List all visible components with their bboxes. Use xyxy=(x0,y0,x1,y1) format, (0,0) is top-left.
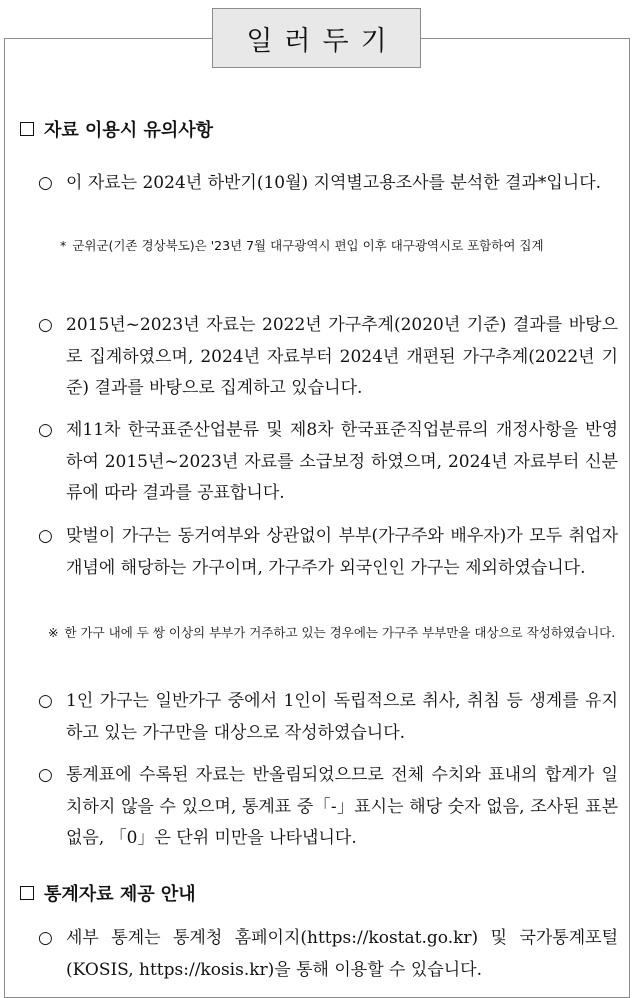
list-item-text: 세부 통계는 통계청 홈페이지(https://kostat.go.kr) 및 국가통계포털(KOSIS, https://kosis.kr)을 통해 이용할 수 있습니다. xyxy=(66,928,618,980)
section-heading-label: 통계자료 제공 안내 xyxy=(44,884,196,905)
list-item xyxy=(38,521,618,584)
list-item xyxy=(38,168,618,200)
list-item-text: 통계표에 수록된 자료는 반올림되었으므로 전체 수치와 표내의 합계가 일치하지 않을 수 있으며, 통계표 중「-」표시는 해당 숫자 없음, 조사된 표본 없음, 「0」은 단위 미만을 나타냅니다. xyxy=(66,765,618,848)
checkbox-square-icon xyxy=(20,122,34,136)
circle-bullet-icon: ○ xyxy=(38,315,53,335)
circle-bullet-icon: ○ xyxy=(38,173,53,193)
list-item xyxy=(38,923,618,986)
page-title: 일러두기 xyxy=(212,8,421,68)
footnote-text: 군위군(기존 경상북도)은 '23년 7월 대구광역시 편입 이후 대구광역시로 포함하여 집계 xyxy=(72,238,544,253)
circle-bullet-icon: ○ xyxy=(38,691,53,711)
footnote-mark: ※ xyxy=(48,625,59,640)
list-item xyxy=(38,686,618,749)
list-item xyxy=(38,415,618,510)
section-heading-usage-notes xyxy=(20,116,213,142)
section-heading-label: 자료 이용시 유의사항 xyxy=(44,120,214,141)
footnote xyxy=(48,620,616,645)
circle-bullet-icon: ○ xyxy=(38,928,53,948)
circle-bullet-icon: ○ xyxy=(38,765,53,785)
list-item-text: 1인 가구는 일반가구 중에서 1인이 독립적으로 취사, 취침 등 생계를 유지하고 있는 가구만을 대상으로 작성하였습니다. xyxy=(66,691,618,743)
circle-bullet-icon: ○ xyxy=(38,526,53,546)
list-item-text: 이 자료는 2024년 하반기(10월) 지역별고용조사를 분석한 결과*입니다. xyxy=(66,173,602,193)
footnote xyxy=(60,233,616,258)
list-item-text: 제11차 한국표준산업분류 및 제8차 한국표준직업분류의 개정사항을 반영하여 2015년~2023년 자료를 소급보정 하였으며, 2024년 자료부터 신분류에 따라 결과를 공표합니다. xyxy=(66,420,618,503)
list-item xyxy=(38,760,618,855)
list-item-text: 맞벌이 가구는 동거여부와 상관없이 부부(가구주와 배우자)가 모두 취업자 개념에 해당하는 가구이며, 가구주가 외국인인 가구는 제외하였습니다. xyxy=(66,526,618,578)
list-item-text: 2015년~2023년 자료는 2022년 가구추계(2020년 기준) 결과를 바탕으로 집계하였으며, 2024년 자료부터 2024년 개편된 가구추계(2022년 기준) 결과를 바탕으로 집계하고 있습니다. xyxy=(66,315,618,398)
footnote-text: 한 가구 내에 두 쌍 이상의 부부가 거주하고 있는 경우에는 가구주 부부만을 대상으로 작성하였습니다. xyxy=(64,625,616,640)
circle-bullet-icon: ○ xyxy=(38,420,53,440)
footnote-mark: * xyxy=(60,238,67,253)
checkbox-square-icon xyxy=(20,886,34,900)
list-item xyxy=(38,310,618,405)
section-heading-data-service xyxy=(20,880,196,906)
